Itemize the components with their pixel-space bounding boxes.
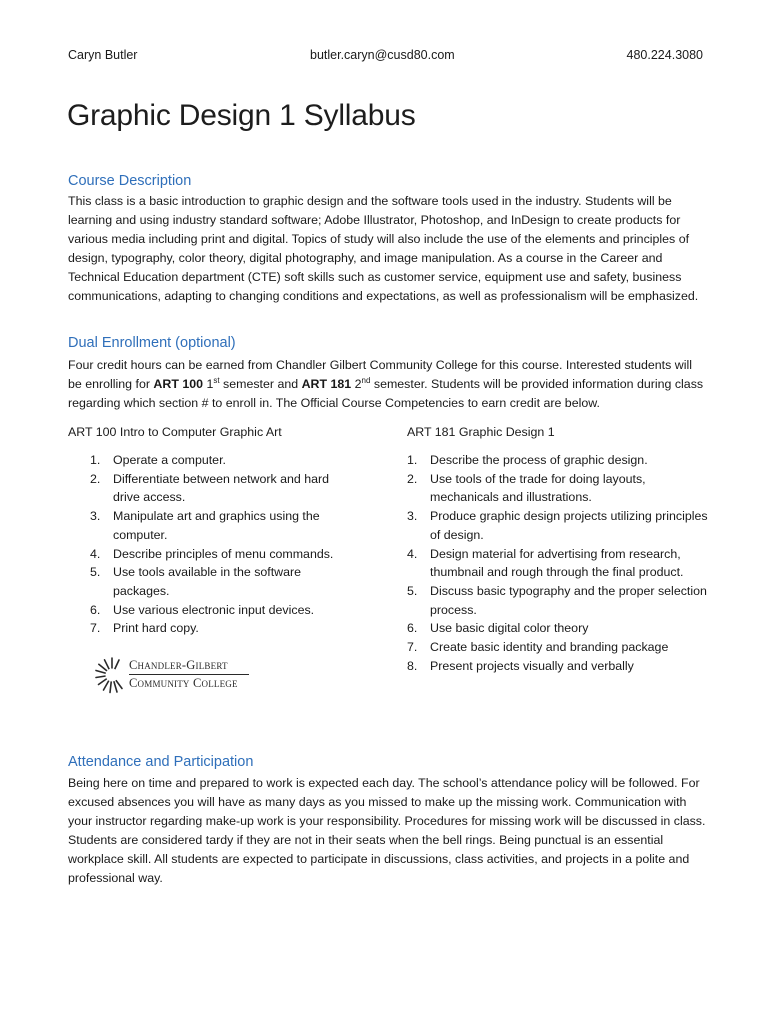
course-description-text: This class is a basic introduction to graphic design and the software tools used in the industry. Students will be learning and using industry standard software; Adobe Illustrator, Photoshop, and InDesign to create products for various media including print and digital. Topics of study will also include the use of the elements and principles of design, typography, color theory, digital photography, and image manipulation. As a course in the Career and Technical Education department (CTE) soft skills such as customer service, equipment use and safety, business communications, adapting to changing conditions and expectations, as well as professionalism will be emphasized.: [68, 194, 699, 303]
list-item: 8. Present projects visually and verbally: [407, 658, 634, 673]
document-title: Graphic Design 1 Syllabus: [67, 99, 416, 132]
instructor-name: Caryn Butler: [68, 48, 138, 62]
art181-competency-list: [385, 451, 710, 675]
course-description-heading: Course Description: [68, 173, 192, 189]
instructor-email[interactable]: butler.caryn@cusd80.com: [310, 48, 455, 62]
art100-title: ART 100 Intro to Computer Graphic Art: [68, 425, 282, 439]
list-item: 1. Describe the process of graphic design.: [407, 453, 648, 467]
list-item: 5. Use tools available in the software packages.: [90, 565, 302, 598]
instructor-phone: 480.224.3080: [626, 48, 703, 62]
list-item: 3. Produce graphic design projects utilizing principles of design.: [407, 509, 708, 542]
list-item: 7. Create basic identity and branding package: [407, 640, 669, 655]
list-item: 5. Discuss basic typography and the proper selection process.: [407, 583, 707, 617]
list-item: 6. Use basic digital color theory: [407, 621, 589, 636]
art181-title: ART 181 Graphic Design 1: [407, 425, 555, 439]
list-item: 1. Operate a computer.: [90, 453, 226, 467]
list-item: 4. Describe principles of menu commands.: [90, 546, 334, 561]
dual-enrollment-text: Four credit hours can be earned from Chandler Gilbert Community College for this course. Interested students will be enrolling for ART 100 1st semester and ART 181 2nd semester. Students will be provided information during class regarding which section # to enroll in. The Official Course Competencies to earn credit are below.: [68, 358, 704, 410]
list-item: 7. Print hard copy.: [90, 621, 199, 636]
list-item: 3. Manipulate art and graphics using the computer.: [90, 509, 320, 542]
list-item: 6. Use various electronic input devices.: [90, 602, 315, 617]
list-item: 4. Design material for advertising from research, thumbnail and rough through the final product.: [407, 546, 684, 580]
art100-course-code: ART 100: [153, 376, 204, 391]
dual-enrollment-heading: Dual Enrollment (optional): [68, 335, 236, 351]
list-item: 2. Use tools of the trade for doing layouts, mechanicals and illustrations.: [407, 471, 646, 505]
art181-course-code: ART 181: [301, 376, 352, 391]
logo-text-line1: Chandler-Gilbert: [129, 658, 228, 672]
art100-competency-list: [68, 451, 358, 638]
attendance-heading: Attendance and Participation: [68, 754, 254, 770]
chandler-gilbert-logo: [95, 655, 255, 695]
list-item: 2. Differentiate between network and hard drive access.: [90, 471, 330, 505]
logo-text-line2: Community College: [129, 676, 238, 690]
attendance-text: Being here on time and prepared to work is expected each day. The school’s attendance policy will be followed. For excused absences you will have as many days as you missed to make up the missing work. Communication with your instructor regarding make-up work is your responsibility. Procedures for missing work will be discussed in class. Students are considered tardy if they are not in their seats when the bell rings. Being punctual is an essential workplace skill. All students are expected to participate in discussions, class activities, and projects in a polite and professional way.: [68, 776, 706, 885]
sunburst-icon: [95, 655, 129, 695]
